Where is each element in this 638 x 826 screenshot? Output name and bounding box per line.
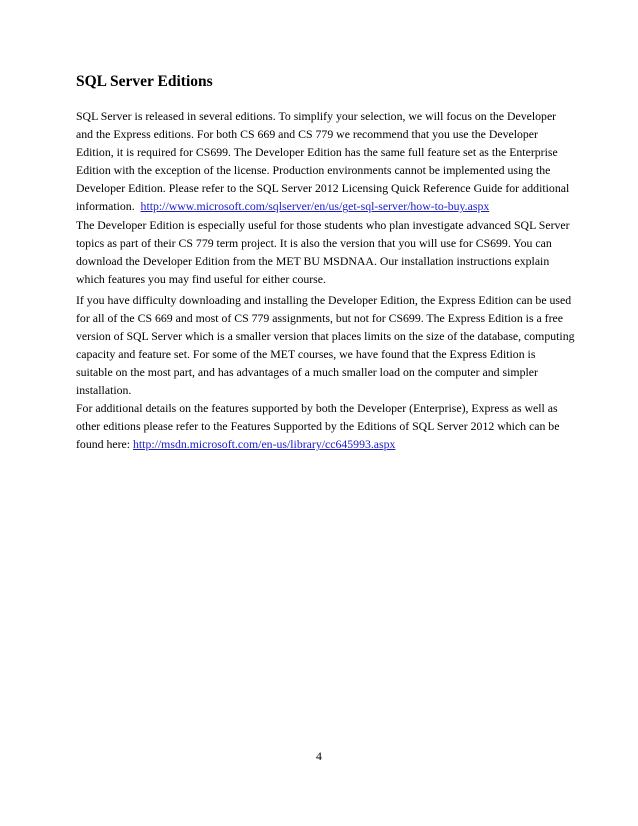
text-line: installation. xyxy=(76,383,132,398)
text-line: topics as part of their CS 779 term project. It is also the version that you will use for CS699. You can xyxy=(76,236,552,251)
paragraph-additional-details xyxy=(76,399,576,453)
text-line: version of SQL Server which is a smaller version that places limits on the size of the database, computing xyxy=(76,329,575,344)
text-line-with-link xyxy=(76,435,576,453)
text-line: for all of the CS 669 and most of CS 779 assignments, but not for CS699. The Express Edition is a free xyxy=(76,311,564,326)
section-heading: SQL Server Editions xyxy=(76,73,213,90)
text-line: Developer Edition. Please refer to the SQL Server 2012 Licensing Quick Reference Guide for additional xyxy=(76,181,570,196)
licensing-guide-link[interactable]: http://www.microsoft.com/sqlserver/en/us/get-sql-server/how-to-buy.aspx xyxy=(140,199,490,214)
text-line: Edition with the exception of the license. Production environments cannot be implemented using the xyxy=(76,163,551,178)
text-line: download the Developer Edition from the MET BU MSDNAA. Our installation instructions explain xyxy=(76,254,550,269)
text-line: SQL Server is released in several editions. To simplify your selection, we will focus on the Developer xyxy=(76,109,557,123)
text-line: The Developer Edition is especially useful for those students who plan investigate advanced SQL Server xyxy=(76,218,570,232)
text-line: other editions please refer to the Features Supported by the Editions of SQL Server 2012 which can be xyxy=(76,419,560,434)
text-line: If you have difficulty downloading and installing the Developer Edition, the Express Edition can be used xyxy=(76,293,572,307)
link-prefix-text: found here: xyxy=(76,437,133,452)
page-number: 4 xyxy=(316,749,322,763)
paragraph-express-edition xyxy=(76,291,576,400)
text-line: Edition, it is required for CS699. The Developer Edition has the same full feature set as the Enterprise xyxy=(76,145,558,160)
text-line: For additional details on the features supported by both the Developer (Enterprise), Express as well as xyxy=(76,401,558,415)
text-line: which features you may find useful for either course. xyxy=(76,272,326,287)
paragraph-editions-intro xyxy=(76,107,576,216)
text-line-with-link xyxy=(76,197,576,215)
text-line: capacity and feature set. For some of the MET courses, we have found that the Express Edition is xyxy=(76,347,536,362)
features-supported-link[interactable]: http://msdn.microsoft.com/en-us/library/cc645993.aspx xyxy=(133,437,396,452)
text-line: and the Express editions. For both CS 669 and CS 779 we recommend that you use the Developer xyxy=(76,127,538,142)
paragraph-developer-edition xyxy=(76,216,576,288)
link-prefix-text: information. xyxy=(76,199,141,214)
text-line: suitable on the most part, and has advantages of a much smaller load on the computer and simpler xyxy=(76,365,538,380)
